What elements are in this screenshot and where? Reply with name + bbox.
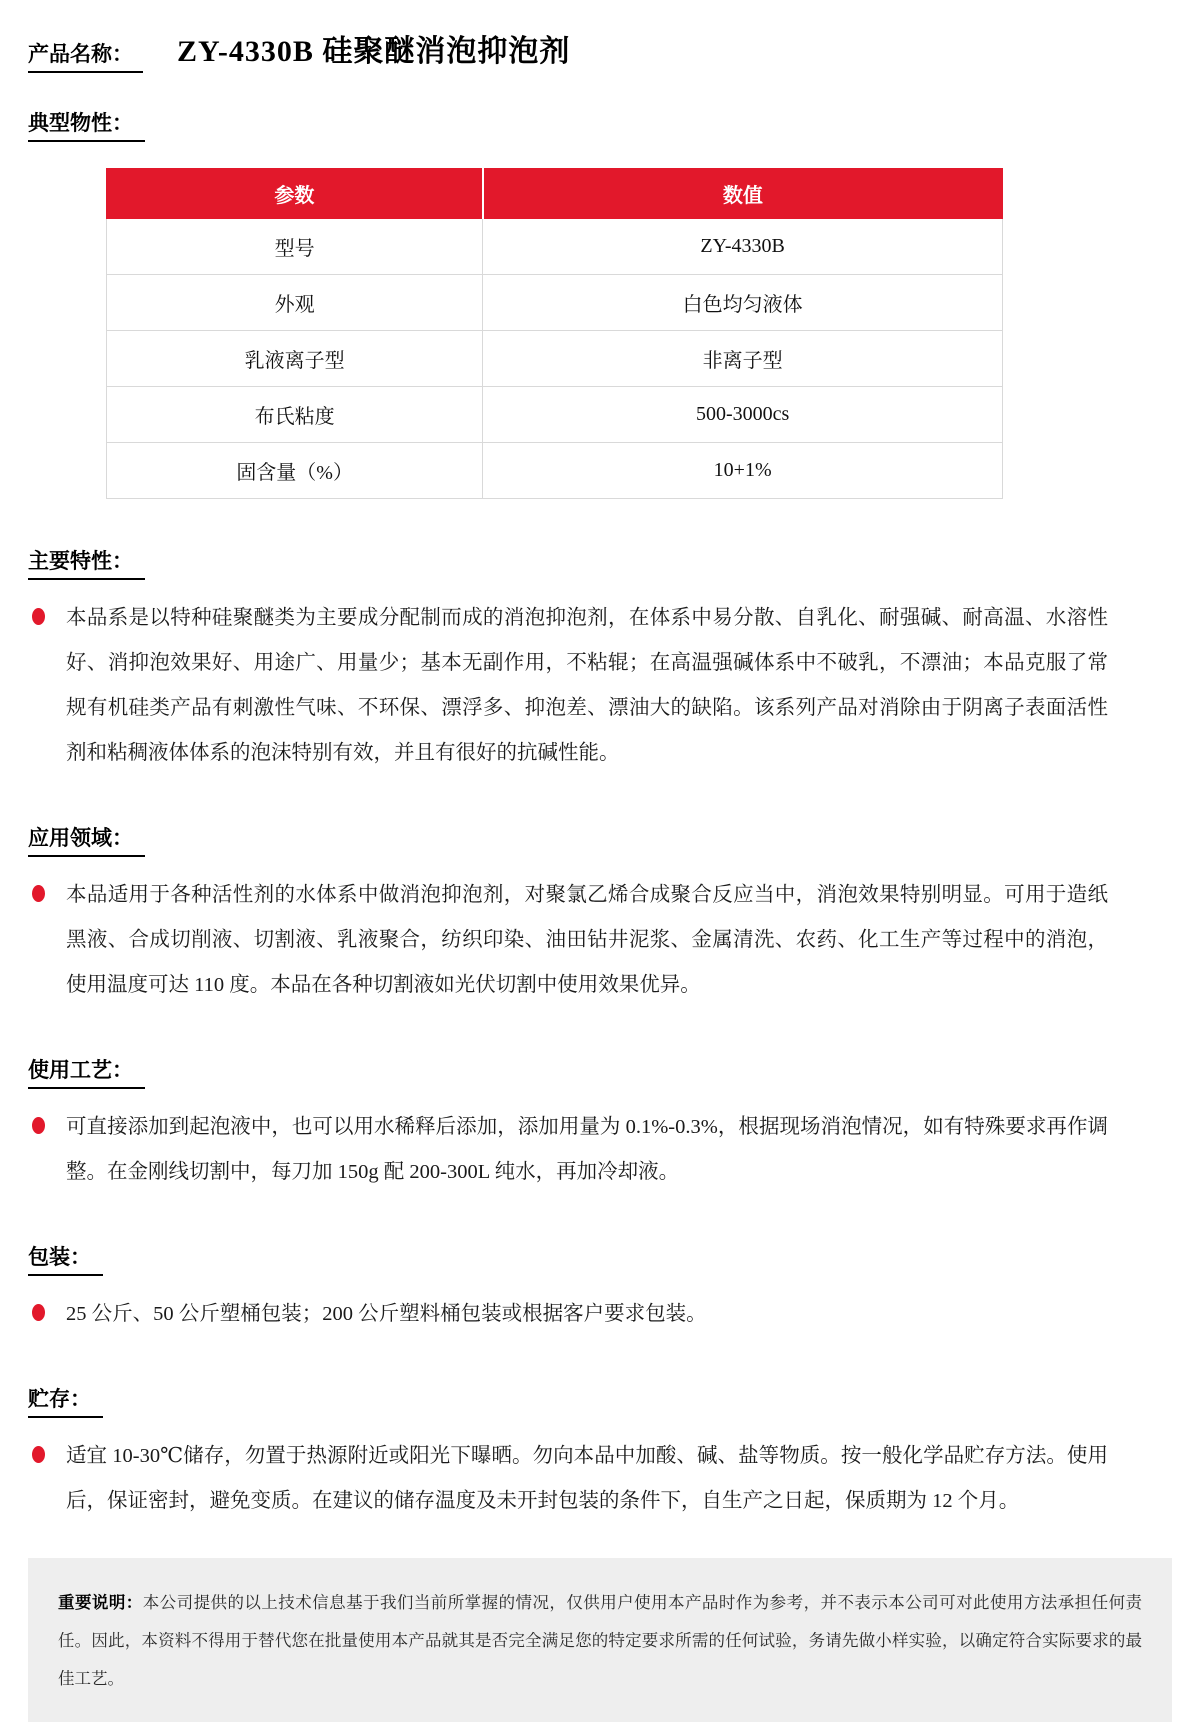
table-header-row — [107, 169, 1003, 219]
bullet-icon — [32, 1304, 45, 1321]
list-item — [28, 1105, 1172, 1195]
section-heading-application-fields: 应用领域： — [28, 822, 145, 857]
section-heading-packaging: 包装： — [28, 1241, 103, 1276]
table-cell-value: ZY-4330B — [483, 219, 1003, 275]
usage-process-text: 可直接添加到起泡液中，也可以用水稀释后添加，添加用量为 0.1%-0.3%，根据现场消泡情况，如有特殊要求再作调整。在金刚线切割中，每刀加 150g 配 200-300L 纯水，再加冷却液。 — [66, 1116, 1108, 1183]
section-heading-storage: 贮存： — [28, 1383, 103, 1418]
table-row — [107, 219, 1003, 275]
list-item — [28, 1292, 1172, 1337]
table-cell-value: 10+1% — [483, 443, 1003, 499]
table-cell-value: 白色均匀液体 — [483, 275, 1003, 331]
table-row — [107, 331, 1003, 387]
important-note-label: 重要说明： — [58, 1593, 143, 1612]
section-main-features — [28, 545, 1172, 580]
list-item — [28, 1434, 1172, 1524]
section-packaging — [28, 1241, 1172, 1276]
table-cell-parameter: 乳液离子型 — [107, 331, 483, 387]
section-heading-usage-process: 使用工艺： — [28, 1054, 145, 1089]
section-storage — [28, 1383, 1172, 1418]
bullet-icon — [32, 1446, 45, 1463]
bullet-icon — [32, 608, 45, 625]
page-title: ZY-4330B 硅聚醚消泡抑泡剂 — [177, 35, 571, 68]
product-title-row — [28, 26, 1172, 73]
product-name-label: 产品名称： — [28, 38, 143, 73]
section-heading-main-features: 主要特性： — [28, 545, 145, 580]
storage-text: 适宜 10-30℃储存，勿置于热源附近或阳光下曝晒。勿向本品中加酸、碱、盐等物质。按一般化学品贮存方法。使用后，保证密封，避免变质。在建议的储存温度及未开封包装的条件下，自生产之日起，保质期为 12 个月。 — [66, 1445, 1108, 1512]
important-note-box — [28, 1558, 1172, 1722]
table-cell-value: 500-3000cs — [483, 387, 1003, 443]
application-fields-text: 本品适用于各种活性剂的水体系中做消泡抑泡剂，对聚氯乙烯合成聚合反应当中，消泡效果特别明显。可用于造纸黑液、合成切削液、切割液、乳液聚合，纺织印染、油田钻井泥浆、金属清洗、农药、化工生产等过程中的消泡，使用温度可达 110 度。本品在各种切割液如光伏切割中使用效果优异。 — [66, 884, 1108, 996]
table-header-value: 数值 — [483, 169, 1003, 219]
properties-table — [106, 168, 1003, 499]
important-note-text: 本公司提供的以上技术信息基于我们当前所掌握的情况，仅供用户使用本产品时作为参考，并不表示本公司可对此使用方法承担任何责任。因此，本资料不得用于替代您在批量使用本产品就其是否完全满足您的特定要求所需的任何试验，务请先做小样实验，以确定符合实际要求的最佳工艺。 — [58, 1593, 1143, 1688]
section-typical-properties — [28, 107, 1172, 142]
list-item — [28, 873, 1172, 1008]
section-application-fields — [28, 822, 1172, 857]
table-cell-parameter: 型号 — [107, 219, 483, 275]
table-cell-value: 非离子型 — [483, 331, 1003, 387]
table-cell-parameter: 外观 — [107, 275, 483, 331]
table-cell-parameter: 布氏粘度 — [107, 387, 483, 443]
table-row — [107, 275, 1003, 331]
main-features-text: 本品系是以特种硅聚醚类为主要成分配制而成的消泡抑泡剂，在体系中易分散、自乳化、耐强碱、耐高温、水溶性好、消抑泡效果好、用途广、用量少；基本无副作用，不粘辊；在高温强碱体系中不破乳，不漂油；本品克服了常规有机硅类产品有刺激性气味、不环保、漂浮多、抑泡差、漂油大的缺陷。该系列产品对消除由于阴离子表面活性剂和粘稠液体体系的泡沫特别有效，并且有很好的抗碱性能。 — [66, 607, 1108, 764]
bullet-icon — [32, 885, 45, 902]
section-heading-typical-properties: 典型物性： — [28, 107, 145, 142]
table-row — [107, 387, 1003, 443]
list-item — [28, 596, 1172, 776]
bullet-icon — [32, 1117, 45, 1134]
packaging-text: 25 公斤、50 公斤塑桶包装；200 公斤塑料桶包装或根据客户要求包装。 — [66, 1303, 707, 1325]
table-row — [107, 443, 1003, 499]
table-cell-parameter: 固含量（%） — [107, 443, 483, 499]
table-header-parameter: 参数 — [107, 169, 483, 219]
section-usage-process — [28, 1054, 1172, 1089]
